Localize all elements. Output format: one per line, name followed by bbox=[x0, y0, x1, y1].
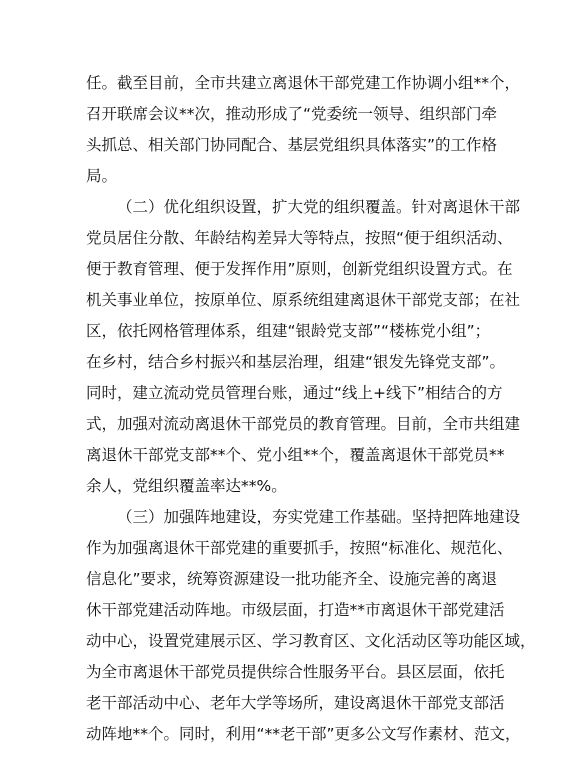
text-line: 式，加强对流动离退休干部党员的教育管理。目前，全市共组建 bbox=[86, 415, 521, 433]
text-line: 作为加强离退休干部党建的重要抓手，按照“标准化、规范化、 bbox=[86, 539, 513, 557]
text-line: 任。截至目前，全市共建立离退休干部党建工作协调小组**个， bbox=[86, 74, 521, 92]
text-line: 局。 bbox=[86, 167, 118, 185]
text-line: 区，依托网格管理体系，组建“银龄党支部”“楼栋党小组”； bbox=[86, 322, 491, 340]
text-line: 机关事业单位，按原单位、原系统组建离退休干部党支部；在社 bbox=[86, 291, 521, 309]
paragraph-1 bbox=[86, 68, 521, 192]
text-line: 休干部党建活动阵地。市级层面，打造**市离退休干部党建活 bbox=[86, 601, 505, 619]
section-heading-line: （三）加强阵地建设，夯实党建工作基础。坚持把阵地建设 bbox=[117, 508, 521, 526]
text-line: 动阵地**个。同时，利用“**老干部”更多公文写作素材、范文， bbox=[86, 725, 521, 743]
text-line: 同时，建立流动党员管理台账，通过“线上+线下”相结合的方 bbox=[86, 384, 503, 402]
text-line: 在乡村，结合乡村振兴和基层治理，组建“银发先锋党支部”。 bbox=[86, 353, 506, 371]
text-line: 党员居住分散、年龄结构差异大等特点，按照“便于组织活动、 bbox=[86, 229, 513, 247]
text-line: 动中心，设置党建展示区、学习教育区、文化活动区等功能区域， bbox=[86, 632, 536, 650]
paragraph-3 bbox=[86, 502, 536, 750]
text-line: 便于教育管理、便于发挥作用”原则，创新党组织设置方式。在 bbox=[86, 260, 513, 278]
text-line: 离退休干部党支部**个、党小组**个，覆盖离退休干部党员** bbox=[86, 446, 505, 464]
document-body bbox=[86, 68, 536, 750]
section-heading-line: （二）优化组织设置，扩大党的组织覆盖。针对离退休干部 bbox=[117, 198, 521, 216]
text-line: 为全市离退休干部党员提供综合性服务平台。县区层面，依托 bbox=[86, 663, 505, 681]
text-line: 老干部活动中心、老年大学等场所，建设离退休干部党支部活 bbox=[86, 694, 505, 712]
paragraph-2 bbox=[86, 192, 521, 502]
text-line: 召开联席会议**次，推动形成了“党委统一领导、组织部门牵 bbox=[86, 105, 498, 123]
text-line: 头抓总、相关部门协同配合、基层党组织具体落实”的工作格 bbox=[86, 136, 498, 154]
text-line: 余人，党组织覆盖率达**%。 bbox=[86, 477, 287, 495]
text-line: 信息化”要求，统筹资源建设一批功能齐全、设施完善的离退 bbox=[86, 570, 498, 588]
